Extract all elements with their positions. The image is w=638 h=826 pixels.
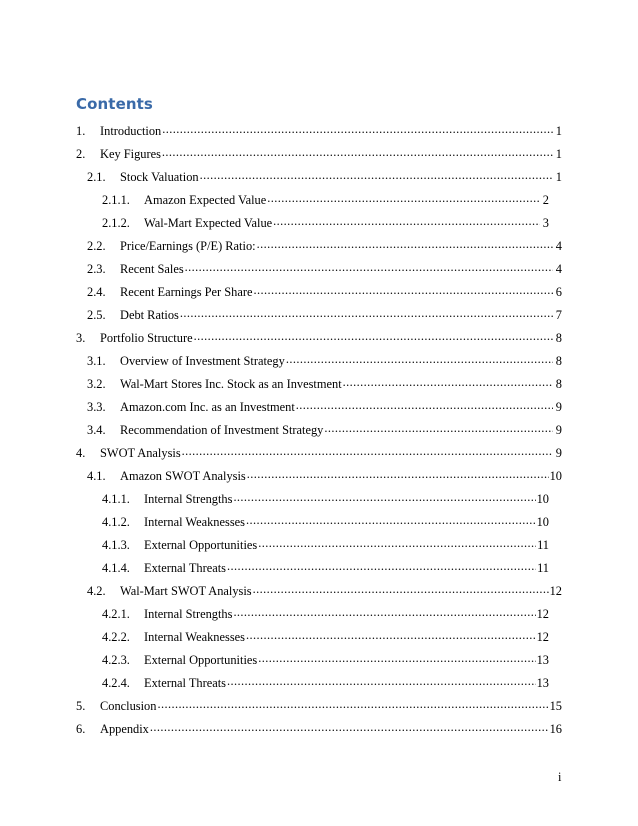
toc-entry-swot-analysis[interactable] — [76, 445, 562, 461]
toc-entry-number: 4. — [76, 446, 86, 461]
toc-entry-page: 6 — [555, 285, 562, 300]
toc-entry-walmart-strengths[interactable] — [102, 606, 549, 622]
toc-entry-number: 2.1. — [87, 170, 106, 185]
toc-entry-conclusion[interactable] — [76, 698, 562, 714]
toc-entry-debt-ratios[interactable] — [87, 307, 562, 323]
toc-entry-title: Key Figures — [100, 147, 161, 162]
dot-leader — [324, 422, 553, 434]
toc-entry-number: 3.2. — [87, 377, 106, 392]
toc-entry-number: 1. — [76, 124, 86, 139]
toc-entry-number: 3.1. — [87, 354, 106, 369]
toc-entry-number: 5. — [76, 699, 86, 714]
toc-entry-number: 2.4. — [87, 285, 106, 300]
toc-entry-recommendation[interactable] — [87, 422, 562, 438]
dot-leader — [157, 698, 548, 710]
toc-entry-walmart-expected-value[interactable] — [102, 215, 549, 231]
toc-entry-page: 12 — [549, 584, 562, 599]
toc-entry-page: 8 — [555, 354, 562, 369]
toc-entry-title: Internal Strengths — [144, 607, 233, 622]
toc-entry-number: 4.2. — [87, 584, 106, 599]
toc-entry-title: SWOT Analysis — [100, 446, 181, 461]
dot-leader — [246, 629, 536, 641]
toc-entry-page: 9 — [555, 423, 562, 438]
toc-entry-title: Internal Strengths — [144, 492, 233, 507]
toc-entry-page: 15 — [549, 699, 562, 714]
toc-entry-title: Wal-Mart Expected Value — [144, 216, 273, 231]
toc-entry-walmart-threats[interactable] — [102, 675, 549, 691]
toc-entry-page: 13 — [536, 676, 549, 691]
toc-entry-title: Recent Sales — [120, 262, 184, 277]
toc-entry-page: 4 — [555, 262, 562, 277]
dot-leader — [253, 583, 549, 595]
toc-entry-page: 13 — [536, 653, 549, 668]
toc-entry-page: 16 — [549, 722, 562, 737]
toc-entry-page: 12 — [536, 607, 549, 622]
toc-entry-number: 4.2.2. — [102, 630, 130, 645]
toc-entry-walmart-swot[interactable] — [87, 583, 562, 599]
toc-heading: Contents — [76, 95, 153, 113]
toc-entry-number: 4.2.3. — [102, 653, 130, 668]
toc-entry-number: 2.2. — [87, 239, 106, 254]
toc-entry-amazon-opportunities[interactable] — [102, 537, 549, 553]
toc-entry-page: 2 — [542, 193, 549, 208]
toc-entry-page: 8 — [555, 331, 562, 346]
toc-entry-key-figures[interactable] — [76, 146, 562, 162]
toc-entry-number: 4.2.4. — [102, 676, 130, 691]
toc-entry-amazon-expected-value[interactable] — [102, 192, 549, 208]
toc-entry-overview-strategy[interactable] — [87, 353, 562, 369]
toc-entry-amazon-investment[interactable] — [87, 399, 562, 415]
toc-entry-title: Introduction — [100, 124, 162, 139]
toc-entry-portfolio-structure[interactable] — [76, 330, 562, 346]
toc-entry-page: 11 — [537, 561, 549, 576]
toc-entry-recent-eps[interactable] — [87, 284, 562, 300]
toc-entry-title: Internal Weaknesses — [144, 630, 245, 645]
toc-entry-page: 12 — [536, 630, 549, 645]
dot-leader — [286, 353, 553, 365]
dot-leader — [182, 445, 553, 457]
toc-entry-page: 3 — [542, 216, 549, 231]
toc-entry-page: 10 — [549, 469, 562, 484]
toc-entry-title: Price/Earnings (P/E) Ratio: — [120, 239, 256, 254]
dot-leader — [257, 238, 553, 250]
page-number: i — [558, 770, 562, 784]
dot-leader — [253, 284, 553, 296]
dot-leader — [296, 399, 553, 411]
toc-entry-title: Recent Earnings Per Share — [120, 285, 253, 300]
toc-entry-title: Amazon.com Inc. as an Investment — [120, 400, 295, 415]
dot-leader — [185, 261, 553, 273]
toc-entry-page: 11 — [537, 538, 549, 553]
toc-entry-title: Conclusion — [100, 699, 157, 714]
dot-leader — [227, 675, 536, 687]
toc-entry-number: 2. — [76, 147, 86, 162]
toc-entry-appendix[interactable] — [76, 721, 562, 737]
dot-leader — [200, 169, 553, 181]
toc-entry-page: 10 — [536, 515, 549, 530]
toc-entry-title: Wal-Mart Stores Inc. Stock as an Investment — [120, 377, 342, 392]
toc-entry-walmart-weaknesses[interactable] — [102, 629, 549, 645]
toc-entry-page: 7 — [555, 308, 562, 323]
toc-entry-number: 4.1.3. — [102, 538, 130, 553]
toc-entry-number: 4.1. — [87, 469, 106, 484]
toc-entry-title: External Threats — [144, 676, 226, 691]
toc-entry-amazon-strengths[interactable] — [102, 491, 549, 507]
toc-entry-page: 4 — [555, 239, 562, 254]
dot-leader — [233, 606, 535, 618]
toc-entry-title: Overview of Investment Strategy — [120, 354, 285, 369]
toc-entry-number: 2.1.2. — [102, 216, 130, 231]
toc-entry-title: Amazon SWOT Analysis — [120, 469, 246, 484]
toc-entry-walmart-opportunities[interactable] — [102, 652, 549, 668]
toc-entry-title: External Opportunities — [144, 538, 258, 553]
toc-entry-amazon-threats[interactable] — [102, 560, 549, 576]
dot-leader — [162, 123, 553, 135]
toc-entry-title: Internal Weaknesses — [144, 515, 245, 530]
toc-entry-title: Stock Valuation — [120, 170, 199, 185]
toc-entry-number: 2.5. — [87, 308, 106, 323]
toc-entry-title: Amazon Expected Value — [144, 193, 267, 208]
toc-entry-page: 10 — [536, 492, 549, 507]
toc-entry-number: 2.3. — [87, 262, 106, 277]
dot-leader — [194, 330, 553, 342]
toc-entry-title: Debt Ratios — [120, 308, 179, 323]
toc-entry-walmart-investment[interactable] — [87, 376, 562, 392]
toc-entry-number: 4.1.4. — [102, 561, 130, 576]
dot-leader — [267, 192, 540, 204]
toc-entry-page: 1 — [555, 170, 562, 185]
dot-leader — [246, 514, 536, 526]
toc-entry-number: 6. — [76, 722, 86, 737]
toc-entry-number: 3.4. — [87, 423, 106, 438]
dot-leader — [343, 376, 553, 388]
toc-entry-pe-ratio[interactable] — [87, 238, 562, 254]
toc-entry-title: External Opportunities — [144, 653, 258, 668]
dot-leader — [162, 146, 553, 158]
toc-entry-number: 3.3. — [87, 400, 106, 415]
toc-entry-number: 3. — [76, 331, 86, 346]
toc-entry-number: 2.1.1. — [102, 193, 130, 208]
dot-leader — [227, 560, 536, 572]
toc-entry-amazon-weaknesses[interactable] — [102, 514, 549, 530]
toc-entry-page: 9 — [555, 400, 562, 415]
toc-entry-title: Wal-Mart SWOT Analysis — [120, 584, 252, 599]
toc-entry-recent-sales[interactable] — [87, 261, 562, 277]
toc-entry-number: 4.2.1. — [102, 607, 130, 622]
toc-entry-page: 1 — [555, 124, 562, 139]
toc-entry-stock-valuation[interactable] — [87, 169, 562, 185]
dot-leader — [258, 652, 535, 664]
toc-entry-amazon-swot[interactable] — [87, 468, 562, 484]
dot-leader — [258, 537, 536, 549]
toc-entry-number: 4.1.1. — [102, 492, 130, 507]
toc-entry-title: Portfolio Structure — [100, 331, 193, 346]
toc-entry-title: Recommendation of Investment Strategy — [120, 423, 324, 438]
toc-entry-page: 1 — [555, 147, 562, 162]
toc-entry-page: 8 — [555, 377, 562, 392]
toc-entry-introduction[interactable] — [76, 123, 562, 139]
toc-entry-page: 9 — [555, 446, 562, 461]
toc-entry-number: 4.1.2. — [102, 515, 130, 530]
dot-leader — [233, 491, 535, 503]
dot-leader — [247, 468, 549, 480]
dot-leader — [180, 307, 553, 319]
toc-entry-title: External Threats — [144, 561, 226, 576]
toc-entry-title: Appendix — [100, 722, 149, 737]
dot-leader — [150, 721, 549, 733]
dot-leader — [273, 215, 540, 227]
